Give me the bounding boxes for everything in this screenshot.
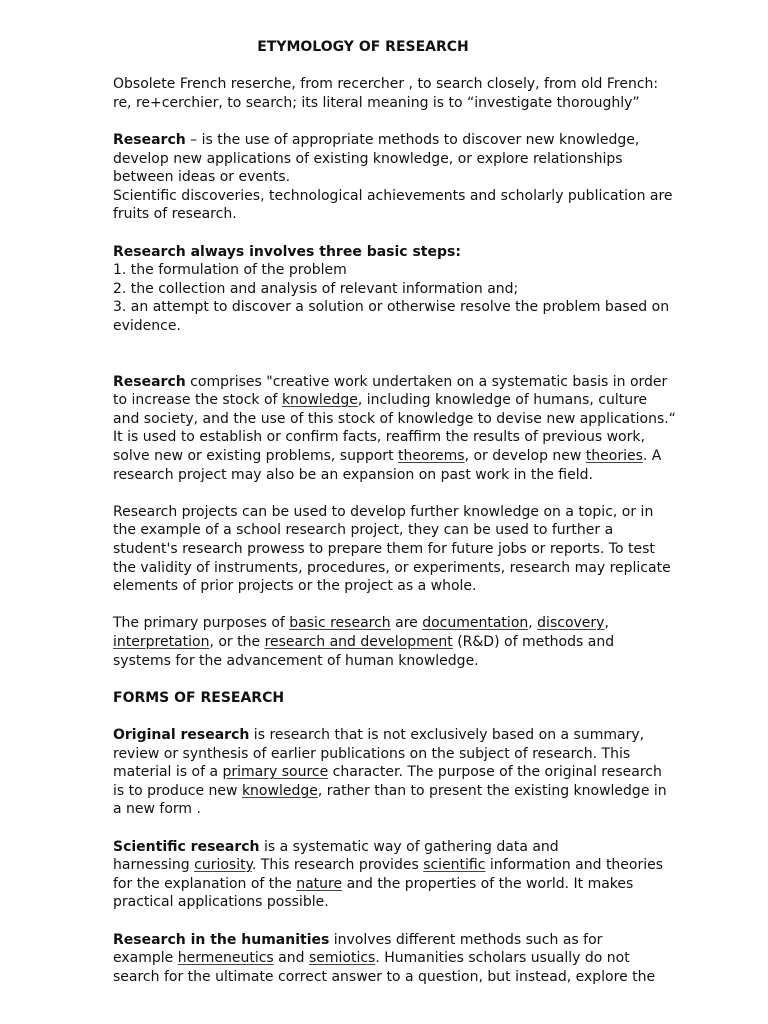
text-line: practical applications possible. [113, 894, 329, 911]
text-span: involves different methods such as for [329, 931, 603, 948]
steps-list [113, 243, 688, 336]
text-span: are [390, 615, 423, 632]
link-scientific[interactable]: scientific [423, 857, 486, 874]
text-span: , rather than to present the existing knowledge in [317, 782, 667, 799]
text-span: , or develop new [464, 448, 586, 465]
bold-term: Research [113, 373, 186, 390]
link-interpretation[interactable]: interpretation [113, 634, 210, 650]
text-span: . A [642, 448, 662, 465]
bold-term: Research in the humanities [113, 931, 330, 948]
definition-paragraph [113, 131, 688, 224]
text-line: fruits of research. [113, 206, 237, 223]
text-span: (R&D) of methods and [452, 634, 615, 650]
text-line: a new form . [113, 801, 201, 818]
text-line: and society, and the use of this stock of knowledge to devise new applications.“ [113, 410, 676, 427]
step-item-continued: evidence. [113, 317, 181, 334]
bold-term: Research [113, 131, 186, 148]
text-span: solve new or existing problems, support [113, 448, 399, 465]
etymology-paragraph [113, 75, 688, 112]
text-span: character. The purpose of the original research [328, 764, 662, 781]
text-span: material is of a [113, 764, 223, 781]
link-theories[interactable]: theories [585, 448, 643, 465]
text-span: is to produce new [113, 782, 242, 799]
text-span: , including knowledge of humans, culture [357, 392, 648, 409]
text-span: information and theories [485, 857, 664, 874]
text-line: It is used to establish or confirm facts, reaffirm the results of previous work, [113, 429, 645, 446]
text-span: to increase the stock of [113, 392, 282, 409]
text-span: is a systematic way of gathering data and [259, 838, 559, 855]
text-line: develop new applications of existing knowledge, or explore relationships [113, 150, 623, 167]
document-page [113, 38, 688, 986]
text-span: example [113, 950, 178, 967]
text-line: re, re+cerchier, to search; its literal meaning is to “investigate thoroughly” [113, 94, 640, 111]
text-span: The primary purposes of [113, 615, 290, 632]
text-span: . This research provides [251, 857, 424, 874]
text-span: . Humanities scholars usually do not [375, 950, 630, 967]
step-item: 3. an attempt to discover a solution or otherwise resolve the problem based on [113, 299, 670, 316]
link-semiotics[interactable]: semiotics [308, 950, 376, 967]
text-line: review or synthesis of earlier publications on the subject of research. This [113, 745, 631, 762]
text-span: is research that is not exclusively based on a summary, [249, 726, 645, 743]
link-hermeneutics[interactable]: hermeneutics [177, 950, 274, 967]
text-line: between ideas or events. [113, 169, 291, 186]
step-item: 1. the formulation of the problem [113, 262, 347, 279]
link-documentation[interactable]: documentation [422, 615, 529, 632]
section-heading [113, 689, 688, 708]
text-line: Obsolete French reserche, from recercher , to search closely, from old French: [113, 76, 659, 93]
link-knowledge[interactable]: knowledge [241, 782, 318, 799]
scientific-research-paragraph [113, 838, 688, 912]
text-span: – is the use of appropriate methods to discover new knowledge, [185, 131, 640, 148]
text-span: and the properties of the world. It makes [342, 875, 634, 892]
bold-term: Original research [113, 726, 250, 743]
projects-paragraph [113, 503, 688, 596]
step-item: 2. the collection and analysis of relevant information and; [113, 280, 519, 297]
original-research-paragraph [113, 726, 688, 819]
link-primary-source[interactable]: primary source [222, 764, 329, 781]
text-span: , [604, 615, 609, 632]
link-nature[interactable]: nature [296, 875, 343, 892]
text-span: and [273, 950, 309, 967]
link-basic-research[interactable]: basic research [289, 615, 391, 632]
document-title: ETYMOLOGY OF RESEARCH [257, 39, 469, 55]
text-line: Scientific discoveries, technological achievements and scholarly publication are [113, 187, 673, 204]
text-line: elements of prior projects or the project as a whole. [113, 578, 477, 595]
text-span: , or the [209, 634, 265, 650]
text-line: student's research prowess to prepare them for future jobs or reports. To test [113, 541, 655, 558]
link-discovery[interactable]: discovery [537, 615, 605, 632]
text-line: the validity of instruments, procedures, or experiments, research may replicate [113, 559, 671, 576]
section-heading-text: FORMS OF RESEARCH [113, 689, 285, 706]
text-line: research project may also be an expansion on past work in the field. [113, 466, 593, 483]
bold-term: Scientific research [113, 838, 260, 855]
text-line: the example of a school research project, they can be used to further a [113, 522, 614, 539]
text-span: comprises "creative work undertaken on a systematic basis in order [185, 373, 668, 390]
text-line: Research projects can be used to develop further knowledge on a topic, or in [113, 503, 654, 520]
steps-heading: Research always involves three basic steps: [113, 243, 461, 260]
comprises-paragraph [113, 373, 688, 485]
link-curiosity[interactable]: curiosity [194, 857, 252, 874]
text-span: harnessing [113, 857, 195, 874]
purposes-paragraph [113, 614, 688, 670]
link-theorems[interactable]: theorems [398, 448, 465, 465]
humanities-research-paragraph [113, 931, 688, 987]
text-line: systems for the advancement of human knowledge. [113, 652, 479, 669]
text-line: search for the ultimate correct answer to a question, but instead, explore the [113, 968, 656, 985]
link-research-and-development[interactable]: research and development [264, 634, 453, 650]
text-span: , [528, 615, 538, 632]
link-knowledge[interactable]: knowledge [281, 392, 358, 409]
text-span: for the explanation of the [113, 875, 297, 892]
